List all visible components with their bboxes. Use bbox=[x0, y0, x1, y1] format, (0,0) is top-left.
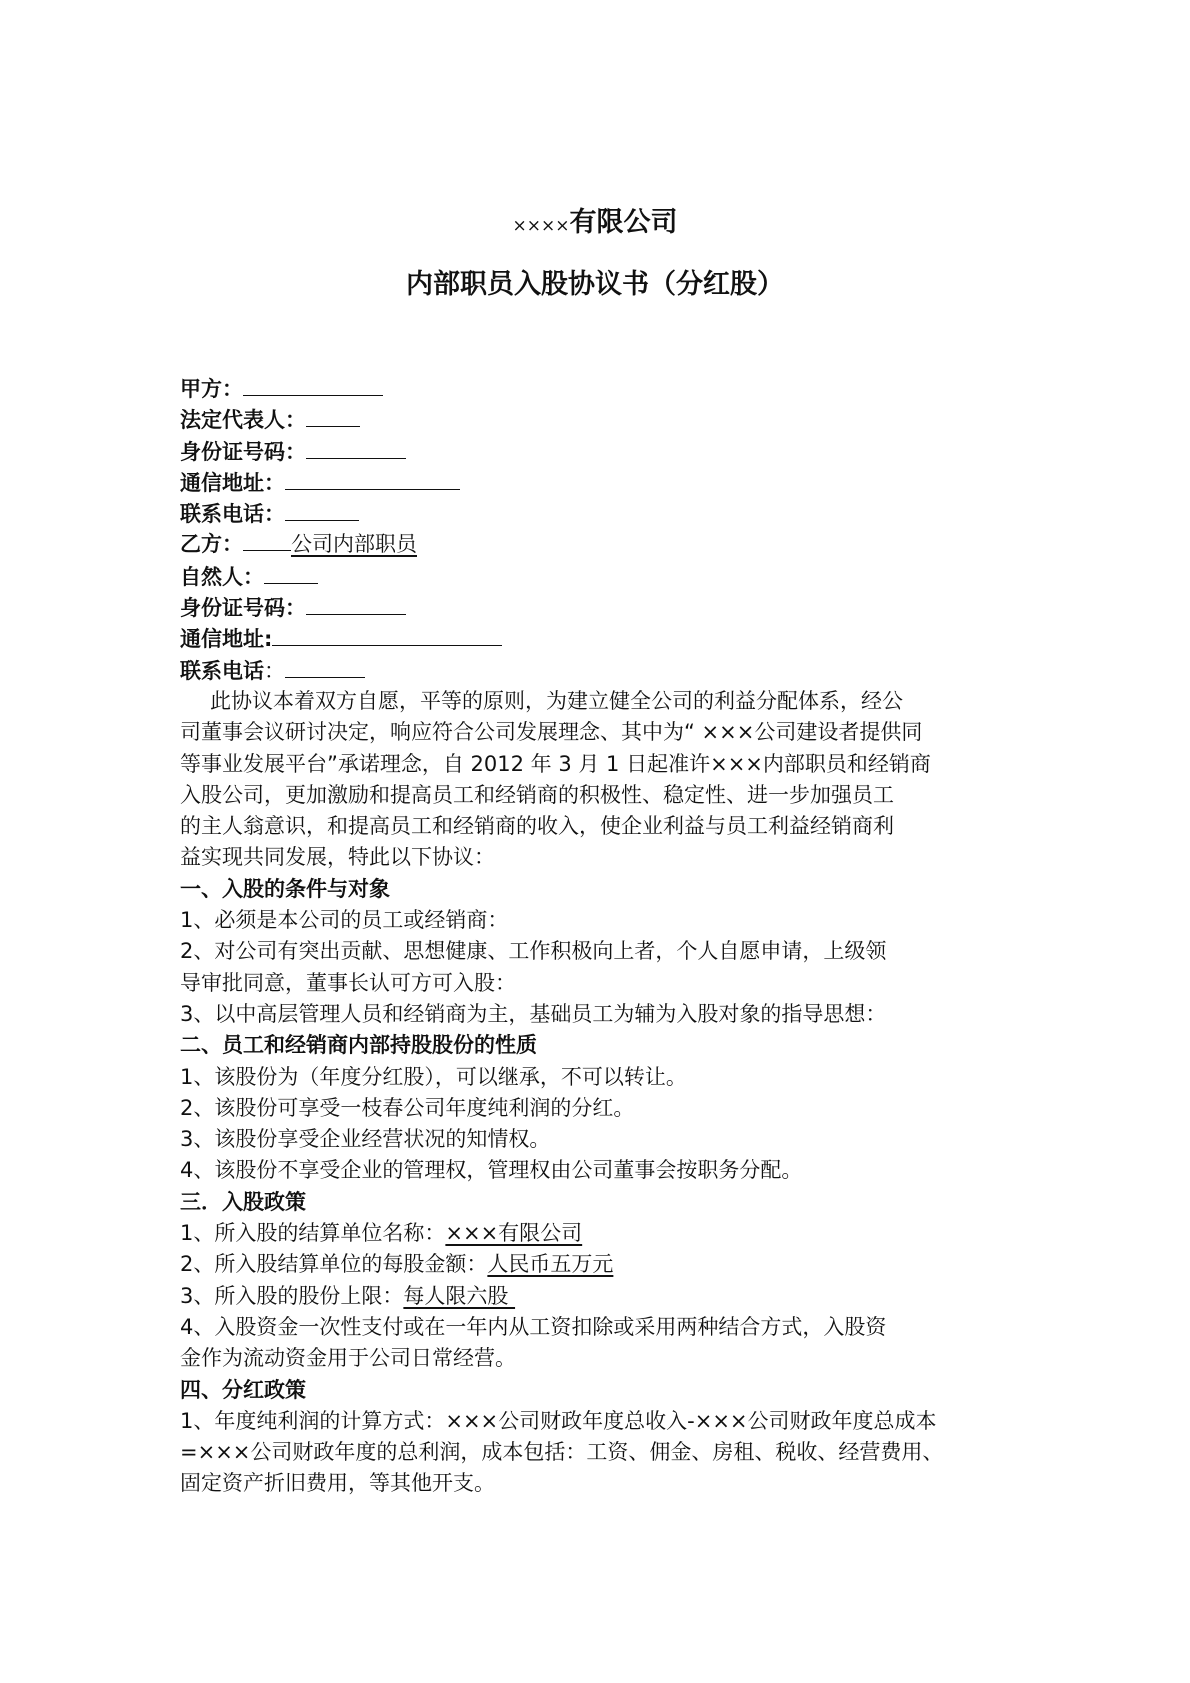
phone-blank bbox=[285, 655, 365, 678]
party-b-blank bbox=[243, 530, 291, 551]
party-b-id-row bbox=[180, 592, 1040, 623]
party-a-label: 甲方： bbox=[180, 377, 243, 401]
preamble-line: 的主人翁意识，和提高员工和经销商的收入，使企业利益与员工利益经销商利 bbox=[180, 814, 894, 839]
policy-item bbox=[180, 1249, 1040, 1280]
address-blank bbox=[272, 623, 502, 646]
field-label: 联系电话 bbox=[180, 658, 264, 683]
policy-value: 每人限六股 bbox=[403, 1283, 516, 1308]
company-title bbox=[0, 200, 1190, 239]
party-b-value: 公司内部职员 bbox=[291, 532, 417, 557]
party-b-phone-row bbox=[180, 655, 1040, 686]
party-a-row bbox=[180, 373, 1040, 404]
field-label: 通信地址: bbox=[180, 627, 273, 652]
section-line: 3、以中高层管理人员和经销商为主，基础员工为辅为入股对象的指导思想： bbox=[180, 1001, 887, 1026]
section-line: 导审批同意，董事长认可方可入股： bbox=[180, 970, 516, 995]
section-line: 1、年度纯利润的计算方式：×××公司财政年度总收入-×××公司财政年度总成本 bbox=[180, 1408, 937, 1433]
preamble-line: 此协议本着双方自愿，平等的原则，为建立健全公司的利益分配体系，经公 bbox=[210, 688, 903, 713]
field-label: 自然人： bbox=[180, 564, 264, 589]
preamble-line: 等事业发展平台”承诺理念，自 2012 年 3 月 1 日起准许×××内部职员和经销商 bbox=[180, 751, 931, 776]
section-line: 4、该股份不享受企业的管理权，管理权由公司董事会按职务分配。 bbox=[180, 1158, 803, 1183]
section-line: 固定资产折旧费用，等其他开支。 bbox=[180, 1471, 495, 1496]
party-b-person-row bbox=[180, 561, 1040, 592]
section-line: 1、该股份为（年度分红股），可以继承，不可以转让。 bbox=[180, 1064, 687, 1089]
field-label: 身份证号码： bbox=[180, 596, 306, 621]
section-line: 3、该股份享受企业经营状况的知情权。 bbox=[180, 1127, 551, 1152]
field-label: 通信地址： bbox=[180, 470, 285, 495]
party-a-id-row bbox=[180, 436, 1040, 467]
preamble-line: 入股公司，更加激励和提高员工和经销商的积极性、稳定性、进一步加强员工 bbox=[180, 782, 894, 807]
document-title: 内部职员入股协议书（分红股） bbox=[406, 269, 784, 300]
id-blank bbox=[306, 436, 406, 459]
party-b-label: 乙方： bbox=[180, 532, 243, 557]
party-b-address-row bbox=[180, 623, 1040, 654]
section-line: 1、必须是本公司的员工或经销商： bbox=[180, 908, 509, 933]
address-blank bbox=[285, 467, 460, 490]
party-a-legal-rep-row bbox=[180, 404, 1040, 435]
field-label: 联系电话： bbox=[180, 502, 285, 527]
section-heading: 四、分红政策 bbox=[180, 1377, 306, 1402]
policy-label: 1、所入股的结算单位名称： bbox=[180, 1221, 446, 1246]
policy-item bbox=[180, 1218, 1040, 1249]
section-line: =×××公司财政年度的总利润，成本包括：工资、佣金、房租、税收、经营费用、 bbox=[180, 1440, 944, 1465]
policy-label: 3、所入股的股份上限： bbox=[180, 1283, 404, 1308]
section-line: 2、对公司有突出贡献、思想健康、工作积极向上者，个人自愿申请，上级领 bbox=[180, 939, 887, 964]
section-line: 4、入股资金一次性支付或在一年内从工资扣除或采用两种结合方式，入股资 bbox=[180, 1314, 887, 1339]
policy-value: ×××有限公司 bbox=[445, 1221, 583, 1246]
person-blank bbox=[264, 561, 318, 584]
company-name: 有限公司 bbox=[569, 207, 678, 238]
party-b-row bbox=[180, 529, 1040, 560]
section-heading: 二、员工和经销商内部持股股份的性质 bbox=[180, 1033, 537, 1058]
field-label: 身份证号码： bbox=[180, 439, 306, 464]
preamble-line: 司董事会议研讨决定，响应符合公司发展理念、其中为“ ×××公司建设者提供同 bbox=[180, 720, 923, 745]
field-sep: ： bbox=[264, 658, 285, 683]
policy-value: 人民币五万元 bbox=[487, 1252, 614, 1277]
document-body bbox=[180, 373, 1040, 1500]
legal-rep-blank bbox=[306, 404, 360, 427]
preamble-line: 益实现共同发展，特此以下协议： bbox=[180, 845, 495, 870]
party-a-phone-row bbox=[180, 498, 1040, 529]
field-label: 法定代表人： bbox=[180, 408, 306, 433]
party-a-blank bbox=[243, 373, 383, 396]
section-heading: 一、入股的条件与对象 bbox=[180, 876, 390, 901]
section-line: 金作为流动资金用于公司日常经营。 bbox=[180, 1346, 516, 1371]
policy-item bbox=[180, 1281, 1040, 1312]
party-a-address-row bbox=[180, 467, 1040, 498]
section-heading: 三．入股政策 bbox=[180, 1189, 306, 1214]
phone-blank bbox=[285, 498, 359, 521]
policy-label: 2、所入股结算单位的每股金额： bbox=[180, 1252, 488, 1277]
section-line: 2、该股份可享受一枝春公司年度纯利润的分红。 bbox=[180, 1095, 635, 1120]
company-prefix: ×××× bbox=[512, 216, 570, 236]
id-blank bbox=[306, 592, 406, 615]
